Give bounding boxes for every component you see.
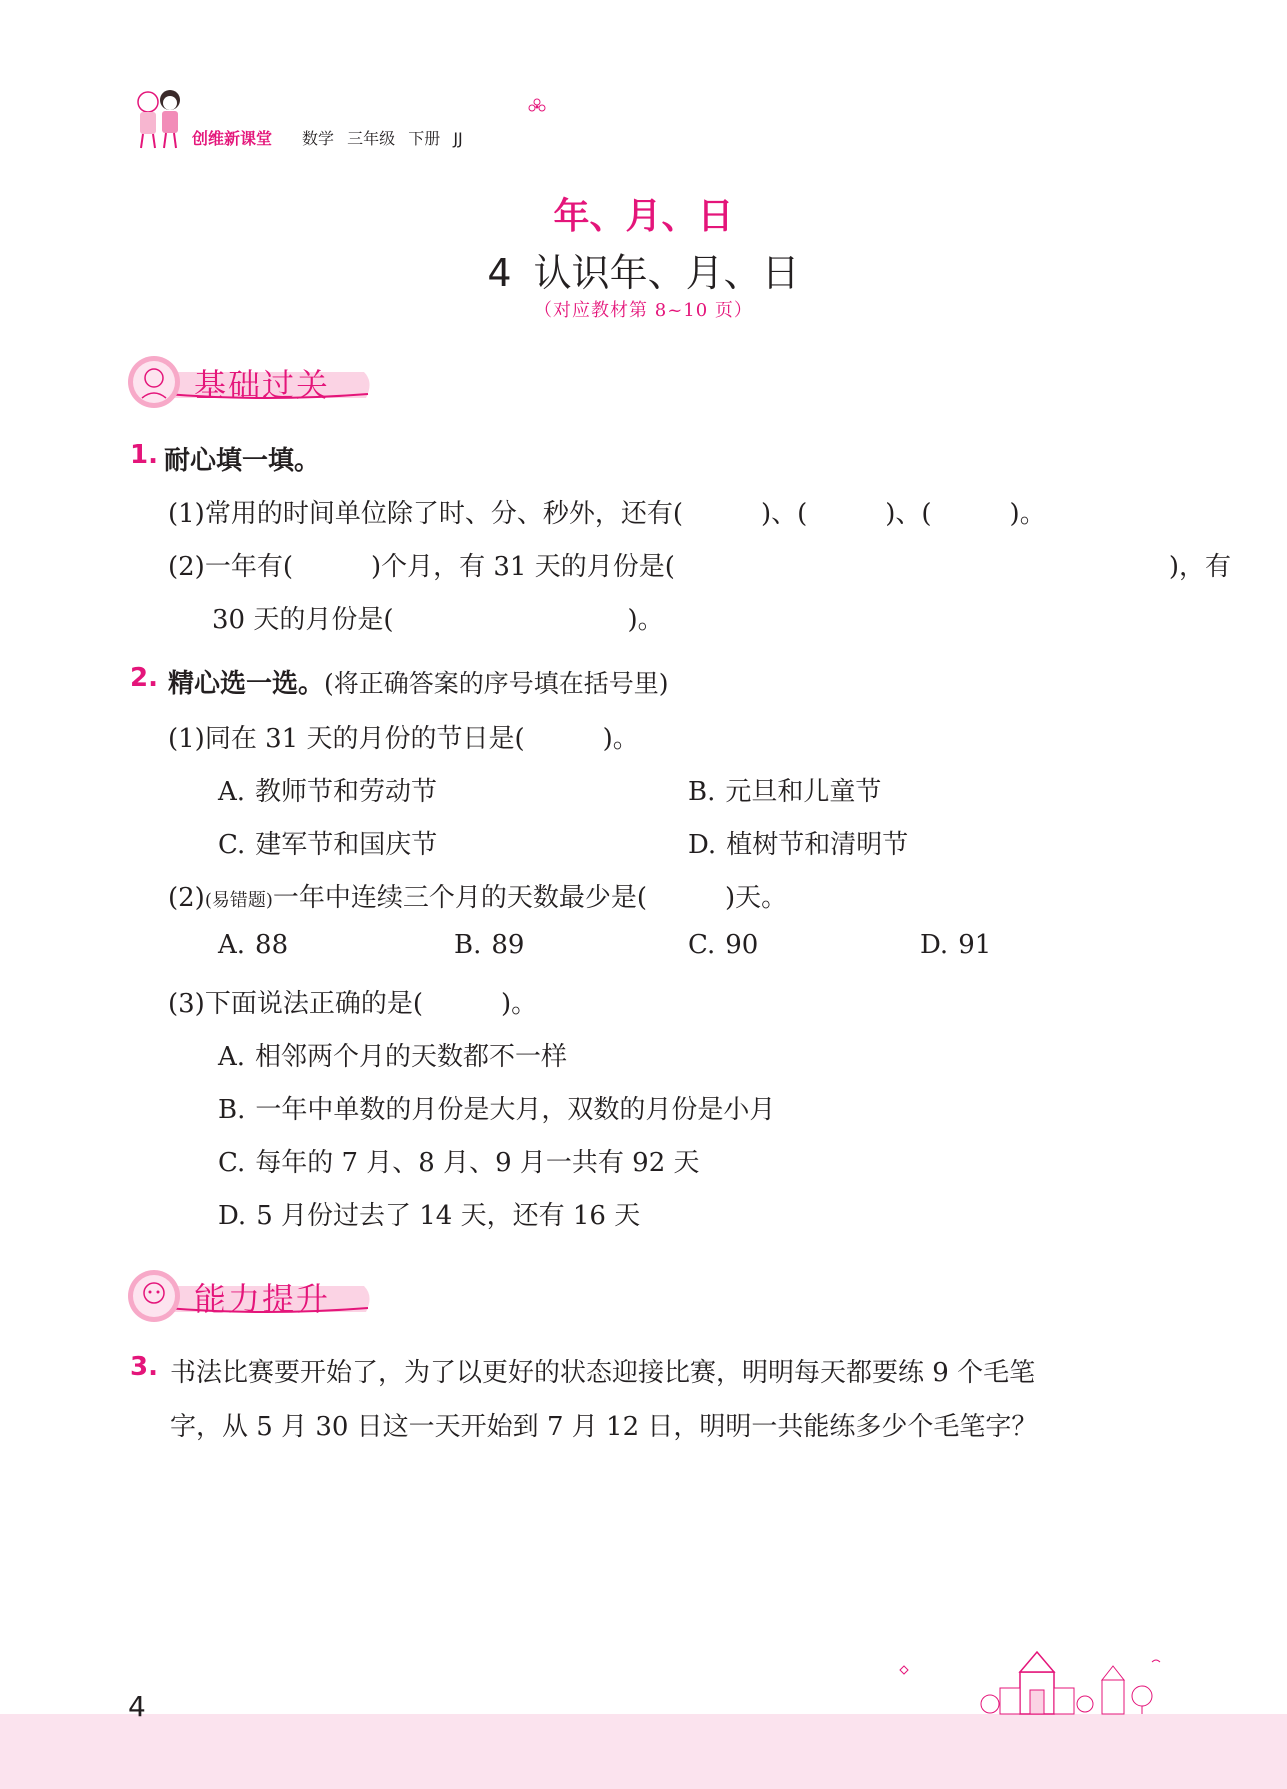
q2-sub3-option-c: C. 每年的 7 月、8 月、9 月一共有 92 天 (218, 1148, 700, 1178)
flower-icon (528, 98, 546, 116)
lesson-title (0, 242, 1287, 297)
q2-sub3-option-d: D. 5 月份过去了 14 天，还有 16 天 (218, 1201, 641, 1231)
q2-sub2-option-d: D. 91 (920, 930, 992, 960)
grade: 三年级 (347, 129, 396, 148)
footer-band (0, 1714, 1287, 1789)
edition: JJ (453, 129, 463, 148)
q3-line1: 书法比赛要开始了，为了以更好的状态迎接比赛，明明每天都要练 9 个毛笔 (170, 1358, 1036, 1388)
q2-sub1-option-d: D. 植树节和清明节 (688, 830, 909, 860)
error-prone-tag: (易错题) (204, 890, 273, 911)
q2-title: 精心选一选。 (168, 669, 325, 699)
q1-part1: (1)常用的时间单位除了时、分、秒外，还有( )、( )、( )。 (168, 499, 1046, 529)
section-advanced-label: 能力提升 (194, 1280, 331, 1318)
volume: 下册 (408, 129, 441, 148)
kids-illustration-icon (130, 86, 188, 152)
lesson-number: 4 (487, 251, 512, 295)
q2-sub2-option-b: B. 89 (454, 930, 525, 960)
lesson-name: 认识年、月、日 (533, 251, 800, 295)
q2-sub1-option-a: A. 教师节和劳动节 (218, 777, 438, 807)
book-info (302, 126, 471, 149)
q3-number: 3. (130, 1352, 158, 1382)
q2-sub2-stem: (2)(易错题)一年中连续三个月的天数最少是( )天。 (168, 883, 788, 913)
q2-instruction: (将正确答案的序号填在括号里) (324, 669, 669, 698)
q3-line2: 字，从 5 月 30 日这一天开始到 7 月 12 日，明明一共能练多少个毛笔字？ (170, 1412, 1038, 1442)
q2-sub2-option-c: C. 90 (688, 930, 759, 960)
castle-decoration-icon (880, 1646, 1170, 1716)
q2-sub3-stem: (3)下面说法正确的是( )。 (168, 989, 538, 1019)
q2-sub1-option-b: B. 元旦和儿童节 (688, 777, 882, 807)
q2-sub1-option-c: C. 建军节和国庆节 (218, 830, 438, 860)
section-advanced-header (126, 1268, 376, 1324)
q1-part2-line1: (2)一年有( )个月，有 31 天的月份是( )，有 (168, 552, 1232, 582)
q2-heading (168, 663, 669, 700)
q2-sub3-option-b: B. 一年中单数的月份是大月，双数的月份是小月 (218, 1095, 776, 1125)
brand-name: 创维新课堂 (192, 129, 273, 148)
textbook-reference: （对应教材第 8~10 页） (534, 300, 753, 321)
q2-sub1-stem: (1)同在 31 天的月份的节日是( )。 (168, 724, 639, 754)
subject: 数学 (302, 129, 335, 148)
q2-sub2-option-a: A. 88 (218, 930, 289, 960)
page-number: 4 (128, 1690, 146, 1723)
section-basic-label: 基础过关 (194, 366, 331, 404)
page-header (130, 86, 550, 156)
q2-sub3-option-a: A. 相邻两个月的天数都不一样 (218, 1042, 568, 1072)
q1-title: 耐心填一填。 (164, 446, 321, 476)
q1-part2-line2: 30 天的月份是( )。 (212, 605, 664, 635)
q1-number: 1. (130, 440, 158, 470)
q2-number: 2. (130, 663, 158, 693)
section-basic-header (126, 354, 376, 410)
unit-title: 年、月、日 (553, 196, 734, 237)
